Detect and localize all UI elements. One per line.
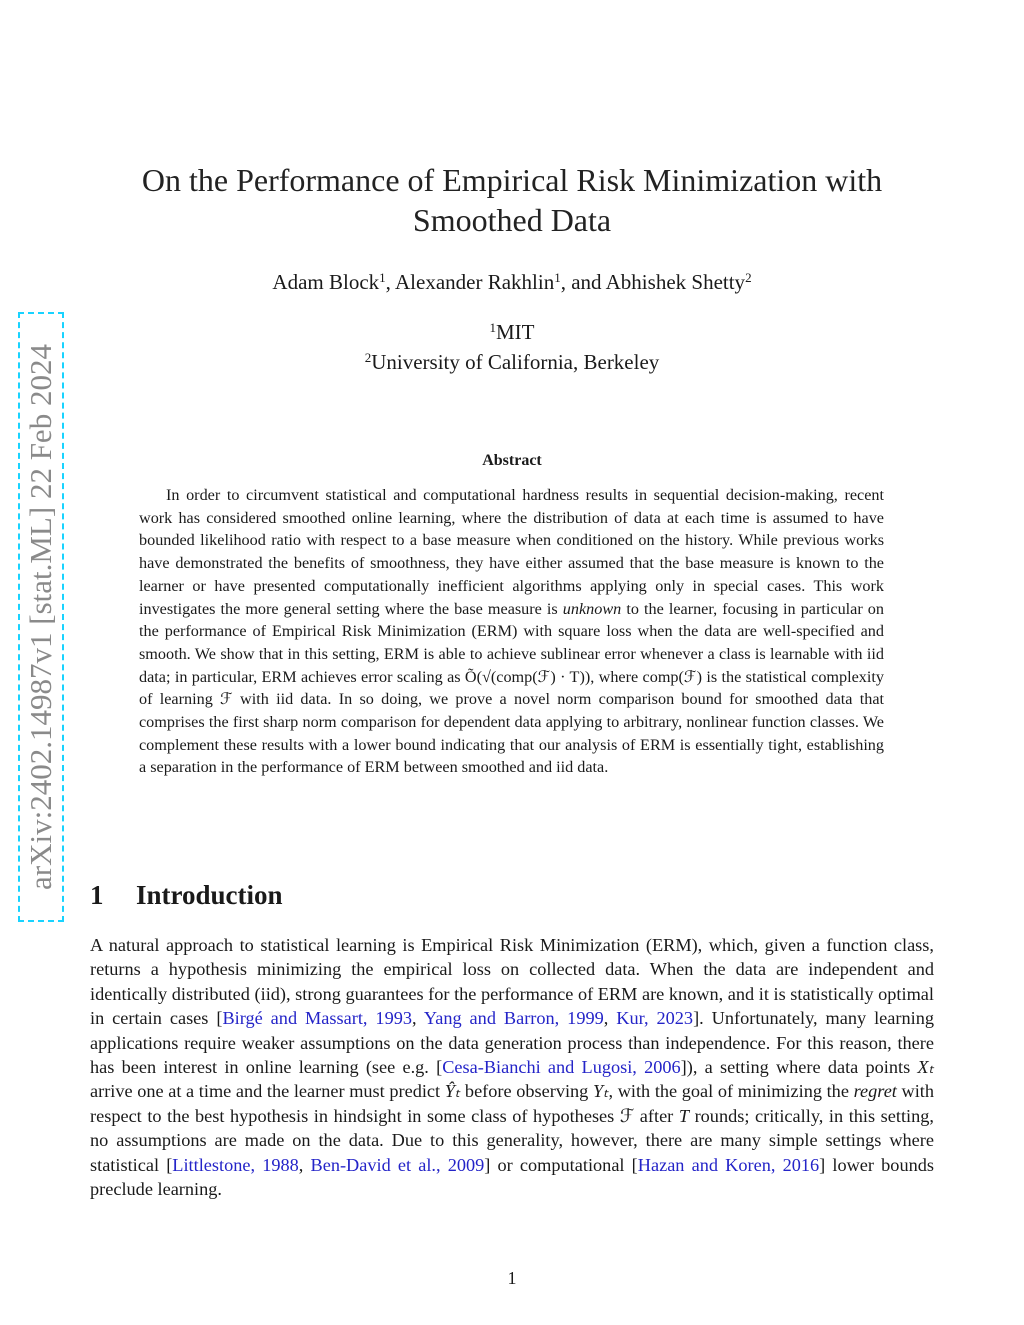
math-symbol: T bbox=[678, 1105, 690, 1126]
intro-text: arrive one at a time and the learner must predict bbox=[90, 1081, 445, 1102]
abstract-text: to the learner, focusing in particular on the performance of Empirical Risk Minimization (ERM) with square loss when the data are well-specified and smooth. We show that in this setting, ERM is able to achieve sublinear error whenever a class is learnable with iid data; in particular, ERM achieves error scaling as bbox=[139, 599, 884, 686]
intro-emphasis: regret bbox=[853, 1081, 897, 1102]
affiliation-name: University of California, Berkeley bbox=[371, 350, 660, 374]
affiliation-mark: 2 bbox=[364, 349, 372, 365]
section-title: Introduction bbox=[136, 880, 283, 910]
math-symbol: Xₜ bbox=[917, 1057, 934, 1078]
arxiv-identifier-stamp[interactable] bbox=[18, 312, 64, 922]
abstract-math: Õ(√(comp(ℱ) · T)) bbox=[464, 667, 591, 686]
intro-text: rounds; critically, in this setting, no assumptions are made on the data. Due to this generality, however, there are many simple settings where statistical [ bbox=[90, 1105, 934, 1175]
intro-text: , bbox=[412, 1008, 424, 1029]
author-affiliation-mark: 1 bbox=[379, 269, 386, 285]
section-number: 1 bbox=[90, 880, 104, 910]
intro-text: A natural approach to statistical learning is Empirical Risk Minimization (ERM), which, given a function class, returns a hypothesis minimizing the empirical loss on collected data. When the data are independent and identically distributed (iid), strong guarantees for the performance of ERM are known, and it is statistically optimal in certain cases [ bbox=[90, 935, 934, 1029]
math-symbol: Yₜ bbox=[592, 1081, 609, 1102]
citation-link[interactable]: Kur, 2023 bbox=[616, 1008, 694, 1029]
author-name: Adam Block bbox=[272, 270, 380, 294]
intro-text: ]. Unfortunately, many learning applications require weaker assumptions on the data generation process than independence. For this reason, there has been interest in online learning (see e.g. [ bbox=[90, 1008, 935, 1078]
abstract-body bbox=[139, 484, 884, 779]
intro-text: before observing bbox=[460, 1081, 593, 1102]
citation-link[interactable]: Littlestone, 1988 bbox=[172, 1154, 299, 1175]
citation-link[interactable]: Yang and Barron, 1999 bbox=[423, 1008, 604, 1029]
citation-link[interactable]: Hazan and Koren, 2016 bbox=[637, 1154, 820, 1175]
page-number: 1 bbox=[507, 1268, 517, 1288]
intro-text: ] lower bounds preclude learning. bbox=[90, 1154, 934, 1200]
abstract-text: , where comp(ℱ) is the statistical complexity of learning ℱ with iid data. In so doing, we prove a novel norm comparison bound for smoothed data that comprises the first sharp norm comparison for dependent data applying to arbitrary, nonlinear function classes. We complement these results with a lower bound indicating that our analysis of ERM is essentially tight, establishing a separation in the performance of ERM between smoothed and iid data. bbox=[139, 667, 884, 777]
citation-link[interactable]: Cesa-Bianchi and Lugosi, 2006 bbox=[442, 1057, 681, 1078]
author-separator: , and bbox=[560, 270, 606, 294]
abstract-text: In order to circumvent statistical and computational hardness results in sequential decision-making, recent work has considered smoothed online learning, where the distribution of data at each time is assumed to have bounded likelihood ratio with respect to a base measure when conditioned on the history. While previous works have demonstrated the benefits of smoothness, they have either assumed that the base measure is known to the learner or have presented computationally inefficient algorithms applying only in special cases. This work investigates the more general setting where the base measure is bbox=[139, 486, 884, 618]
author-separator: , bbox=[385, 270, 395, 294]
citation-link[interactable]: Ben-David et al., 2009 bbox=[310, 1154, 485, 1175]
author-list bbox=[90, 270, 934, 295]
affiliation-mark: 1 bbox=[489, 319, 496, 335]
intro-text: with respect to the best hypothesis in hindsight in some class of hypotheses ℱ after bbox=[90, 1081, 935, 1126]
section-heading bbox=[90, 880, 934, 911]
affiliation-name: MIT bbox=[496, 320, 535, 344]
author-affiliation-mark: 1 bbox=[554, 269, 561, 285]
math-symbol: Ŷₜ bbox=[444, 1081, 461, 1102]
arxiv-identifier-text: arXiv:2402.14987v1 [stat.ML] 22 Feb 2024 bbox=[23, 344, 58, 890]
author-name: Abhishek Shetty bbox=[605, 270, 746, 294]
title-line-2: Smoothed Data bbox=[412, 202, 612, 238]
author-name: Alexander Rakhlin bbox=[395, 270, 555, 294]
affiliation-1 bbox=[90, 320, 934, 345]
intro-text: , bbox=[298, 1154, 311, 1175]
paper-title bbox=[90, 160, 934, 240]
intro-text: , with the goal of minimizing the bbox=[608, 1081, 854, 1102]
intro-text: ] or computational [ bbox=[484, 1154, 638, 1175]
abstract-heading: Abstract bbox=[482, 452, 542, 469]
abstract-emphasis: unknown bbox=[562, 599, 622, 618]
affiliation-2 bbox=[90, 350, 934, 375]
intro-text: ]), a setting where data points bbox=[680, 1057, 918, 1078]
title-line-1: On the Performance of Empirical Risk Minimization with bbox=[141, 162, 883, 198]
intro-text: , bbox=[603, 1008, 617, 1029]
citation-link[interactable]: Birgé and Massart, 1993 bbox=[222, 1008, 412, 1029]
author-affiliation-mark: 2 bbox=[745, 269, 752, 285]
introduction-paragraph bbox=[90, 933, 934, 1201]
